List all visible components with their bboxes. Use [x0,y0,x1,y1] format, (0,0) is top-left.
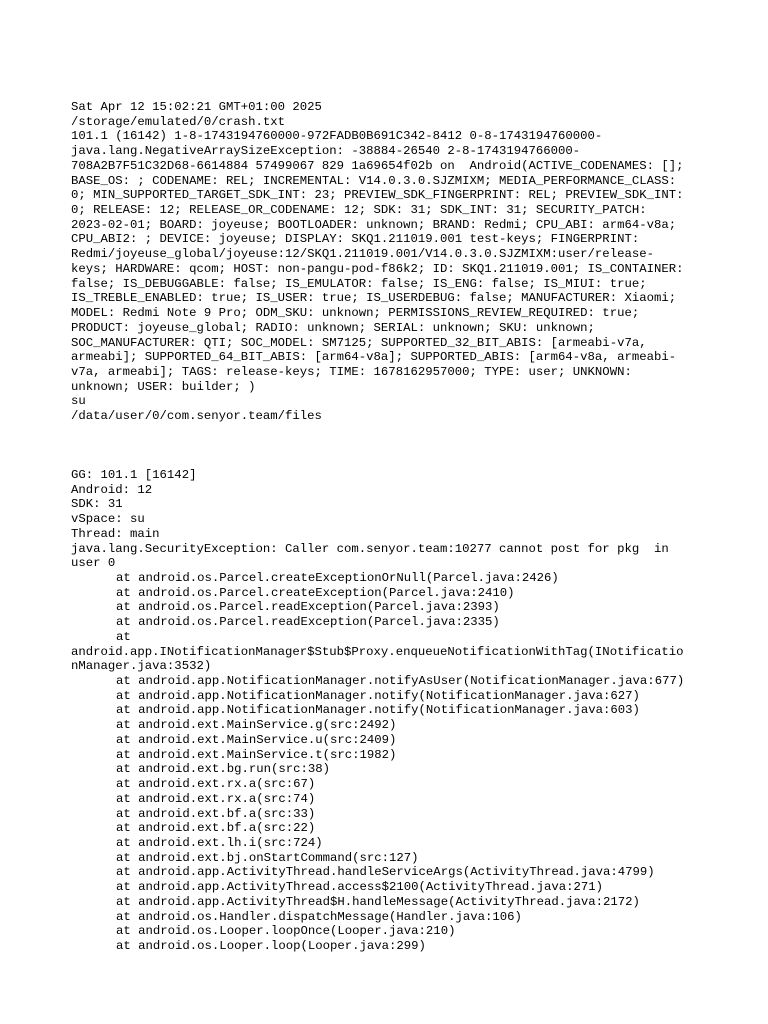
header-line: keys; HARDWARE: qcom; HOST: non-pangu-pod-f86k2; ID: SKQ1.211019.001; IS_CONTAINER: [71,261,684,276]
header-line: PRODUCT: joyeuse_global; RADIO: unknown; SERIAL: unknown; SKU: unknown; [71,320,595,335]
header-line: Redmi/joyeuse_global/joyeuse:12/SKQ1.211019.001/V14.0.3.0.SJZMIXM:user/release- [71,247,654,262]
stack-frame-line: at android.app.NotificationManager.notify(NotificationManager.java:603) [116,703,640,718]
stack-frame-line: at android.os.Looper.loop(Looper.java:299) [116,938,426,953]
header-block [71,100,701,424]
stack-frame-line: at android.os.Parcel.readException(Parcel.java:2393) [116,600,500,615]
info-line: vSpace: su [71,512,145,527]
header-line: 0; RELEASE: 12; RELEASE_OR_CODENAME: 12; SDK: 31; SDK_INT: 31; SECURITY_PATCH: [71,203,647,218]
header-line: armeabi]; SUPPORTED_64_BIT_ABIS: [arm64-v8a]; SUPPORTED_ABIS: [arm64-v8a, armeabi- [71,350,677,365]
blank-line [71,439,701,454]
stack-frame-line: at [116,629,131,644]
header-line: java.lang.NegativeArraySizeException: -38884-26540 2-8-1743194766000- [71,144,581,159]
header-line: CPU_ABI2: ; DEVICE: joyeuse; DISPLAY: SKQ1.211019.001 test-keys; FINGERPRINT: [71,232,640,247]
info-line: user 0 [71,556,116,571]
header-line: /data/user/0/com.senyor.team/files [71,409,322,424]
header-line: MODEL: Redmi Note 9 Pro; ODM_SKU: unknown; PERMISSIONS_REVIEW_REQUIRED: true; [71,306,640,321]
header-line: su [71,394,86,409]
stack-frame-line: at android.app.ActivityThread.access$2100(ActivityThread.java:271) [116,880,604,895]
stack-frame-line: at android.os.Handler.dispatchMessage(Handler.java:106) [116,909,522,924]
header-line: SOC_MANUFACTURER: QTI; SOC_MODEL: SM7125; SUPPORTED_32_BIT_ABIS: [armeabi-v7a, [71,335,647,350]
wrapped-frame-block [71,645,701,674]
stack-trace-block-b [71,674,701,954]
stack-frame-line: at android.ext.lh.i(src:724) [116,835,323,850]
header-line: 708A2B7F51C32D68-6614884 57499067 829 1a69654f02b on Android(ACTIVE_CODENAMES: []; [71,158,684,173]
stack-frame-line: at android.ext.MainService.g(src:2492) [116,718,397,733]
header-line: 101.1 (16142) 1-8-1743194760000-972FADB0B691C342-8412 0-8-1743194760000- [71,129,603,144]
info-line: SDK: 31 [71,497,123,512]
wrapped-frame-line: android.app.INotificationManager$Stub$Proxy.enqueueNotificationWithTag(INotificatio [71,644,684,659]
stack-frame-line: at android.os.Parcel.createException(Parcel.java:2410) [116,585,515,600]
stack-frame-line: at android.ext.MainService.t(src:1982) [116,747,397,762]
stack-frame-line: at android.ext.bf.a(src:33) [116,806,316,821]
stack-frame-line: at android.ext.bg.run(src:38) [116,762,331,777]
crash-log-document [71,100,701,954]
stack-frame-line: at android.ext.bf.a(src:22) [116,821,316,836]
stack-frame-line: at android.app.ActivityThread.handleServiceArgs(ActivityThread.java:4799) [116,865,655,880]
header-line: 0; MIN_SUPPORTED_TARGET_SDK_INT: 23; PREVIEW_SDK_FINGERPRINT: REL; PREVIEW_SDK_INT: [71,188,684,203]
info-line: Android: 12 [71,482,153,497]
stack-frame-line: at android.ext.MainService.u(src:2409) [116,732,397,747]
header-line: IS_TREBLE_ENABLED: true; IS_USER: true; IS_USERDEBUG: false; MANUFACTURER: Xiaomi; [71,291,677,306]
stack-frame-line: at android.app.NotificationManager.notify(NotificationManager.java:627) [116,688,640,703]
info-line: GG: 101.1 [16142] [71,467,197,482]
stack-frame-line: at android.ext.rx.a(src:67) [116,777,316,792]
header-line: v7a, armeabi]; TAGS: release-keys; TIME: 1678162957000; TYPE: user; UNKNOWN: [71,364,632,379]
blank-line [71,424,701,439]
stack-frame-line: at android.ext.bj.onStartCommand(src:127) [116,850,419,865]
info-line: java.lang.SecurityException: Caller com.senyor.team:10277 cannot post for pkg in [71,541,669,556]
stack-frame-line: at android.ext.rx.a(src:74) [116,791,316,806]
stack-frame-line: at android.app.ActivityThread$H.handleMessage(ActivityThread.java:2172) [116,894,640,909]
header-line: BASE_OS: ; CODENAME: REL; INCREMENTAL: V14.0.3.0.SJZMIXM; MEDIA_PERFORMANCE_CLASS: [71,173,677,188]
stack-frame-line: at android.os.Looper.loopOnce(Looper.java:210) [116,924,456,939]
header-line: Sat Apr 12 15:02:21 GMT+01:00 2025 [71,100,322,114]
info-block [71,468,701,571]
stack-frame-line: at android.app.NotificationManager.notifyAsUser(NotificationManager.java:677) [116,674,685,689]
info-line: Thread: main [71,526,160,541]
header-line: unknown; USER: builder; ) [71,379,256,394]
stack-trace-block-a [71,571,701,645]
stack-frame-line: at android.os.Parcel.createExceptionOrNull(Parcel.java:2426) [116,571,559,585]
blank-line [71,453,701,468]
header-line: false; IS_DEBUGGABLE: false; IS_EMULATOR: false; IS_ENG: false; IS_MIUI: true; [71,276,647,291]
stack-frame-line: at android.os.Parcel.readException(Parcel.java:2335) [116,615,500,630]
header-line: 2023-02-01; BOARD: joyeuse; BOOTLOADER: unknown; BRAND: Redmi; CPU_ABI: arm64-v8a; [71,217,677,232]
wrapped-frame-line: nManager.java:3532) [71,659,212,674]
header-line: /storage/emulated/0/crash.txt [71,114,286,129]
